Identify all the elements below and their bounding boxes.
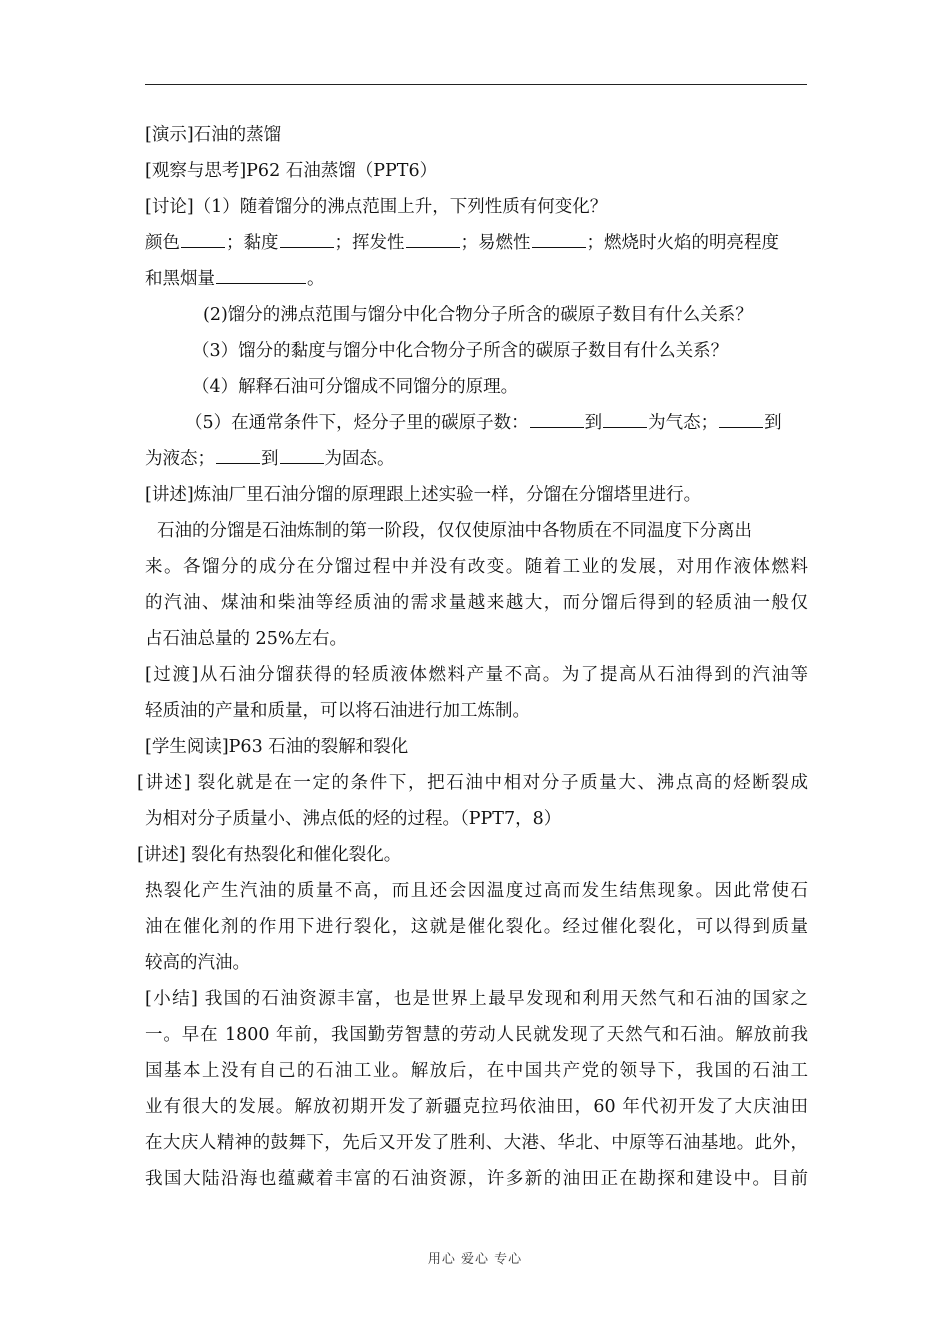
- blank-liquid-from: [719, 426, 763, 428]
- line-question-2: (2)馏分的沸点范围与馏分中化合物分子所含的碳原子数目有什么关系？: [203, 305, 753, 325]
- line-smoke: [145, 261, 808, 297]
- word-solid: 为固态。: [324, 449, 395, 469]
- line-summary-2: 一。早在 1800 年前，我国勤劳智慧的劳动人民就发现了天然气和石油。解放前我: [145, 1025, 808, 1045]
- line-demo: [演示]石油的蒸馏: [145, 125, 282, 145]
- line-summary-5: 在大庆人精神的鼓舞下，先后又开发了胜利、大港、华北、中原等石油基地。此外，: [145, 1133, 808, 1153]
- word-to: 到: [764, 413, 782, 433]
- blank-gas-to: [603, 426, 647, 428]
- word-liquid: 为液态；: [145, 449, 215, 469]
- label-flammability: ；易燃性: [460, 233, 531, 253]
- line-lecture-1: [讲述]炼油厂里石油分馏的原理跟上述实验一样，分馏在分馏塔里进行。: [145, 485, 702, 505]
- line-transition-1: [过渡]从石油分馏获得的轻质液体燃料产量不高。为了提高从石油得到的汽油等: [145, 665, 808, 685]
- line-question-4: （4）解释石油可分馏成不同馏分的原理。: [192, 377, 519, 397]
- label-volatility: ；挥发性: [334, 233, 405, 253]
- blank-solid-to: [280, 462, 324, 464]
- line-question-3: （3）馏分的黏度与馏分中化合物分子所含的碳原子数目有什么关系？: [192, 341, 729, 361]
- line-summary-1: [小结] 我国的石油资源丰富，也是世界上最早发现和利用天然气和石油的国家之: [145, 989, 808, 1009]
- line-thermal-2: 油在催化剂的作用下进行裂化，这就是催化裂化。经过催化裂化，可以得到质量: [145, 917, 808, 937]
- line-observe: [观察与思考]P62 石油蒸馏（PPT6）: [145, 161, 438, 181]
- word-to: 到: [584, 413, 603, 433]
- line-distillation-3: 的汽油、煤油和柴油等经质油的需求量越来越大，而分馏后得到的轻质油一般仅: [145, 593, 808, 613]
- line-distillation-4: 占石油总量的 25%左右。: [145, 629, 347, 649]
- line-thermal-1: 热裂化产生汽油的质量不高，而且还会因温度过高而发生结焦现象。因此常使石: [145, 881, 808, 901]
- label-smoke: 和黑烟量: [145, 269, 215, 289]
- label-color: 颜色: [145, 233, 180, 253]
- document-body: [137, 117, 808, 1197]
- line-distillation-1: 石油的分馏是石油炼制的第一阶段，仅仅使原油中各物质在不同温度下分离出: [157, 521, 752, 541]
- line-cracking-2: 为相对分子质量小、沸点低的烃的过程。（PPT7，8）: [145, 809, 562, 829]
- page-footer: 用心 爱心 专心: [427, 1252, 523, 1267]
- blank-flammability: [532, 246, 586, 248]
- line-transition-2: 轻质油的产量和质量，可以将石油进行加工炼制。: [145, 701, 530, 721]
- line-cracking-types: [讲述] 裂化有热裂化和催化裂化。: [137, 845, 402, 865]
- line-properties: [145, 225, 808, 261]
- blank-color: [181, 246, 225, 248]
- line-discussion-1: [讨论]（1）随着馏分的沸点范围上升，下列性质有何变化？: [145, 197, 608, 217]
- line-states: [145, 441, 808, 477]
- label-viscosity: ；黏度: [226, 233, 279, 253]
- word-to: 到: [261, 449, 279, 469]
- line-cracking-1: [讲述] 裂化就是在一定的条件下，把石油中相对分子质量大、沸点高的烃断裂成: [137, 773, 808, 793]
- q5-text: （5）在通常条件下，烃分子里的碳原子数：: [185, 413, 529, 433]
- blank-gas-from: [530, 426, 584, 428]
- line-summary-6: 我国大陆沿海也蕴藏着丰富的石油资源，许多新的油田正在勘探和建设中。目前: [145, 1169, 808, 1189]
- blank-smoke: [216, 282, 306, 284]
- line-student-reading: [学生阅读]P63 石油的裂解和裂化: [145, 737, 409, 757]
- label-flame: ；燃烧时火焰的明亮程度: [586, 233, 779, 253]
- line-summary-3: 国基本上没有自己的石油工业。解放后，在中国共产党的领导下，我国的石油工: [145, 1061, 808, 1081]
- blank-viscosity: [280, 246, 334, 248]
- word-gas: 为气态；: [648, 413, 719, 433]
- period: 。: [307, 269, 325, 289]
- line-summary-4: 业有很大的发展。解放初期开发了新疆克拉玛依油田，60 年代初开发了大庆油田: [145, 1097, 808, 1117]
- header-rule: [145, 84, 807, 85]
- blank-volatility: [406, 246, 460, 248]
- line-distillation-2: 来。各馏分的成分在分馏过程中并没有改变。随着工业的发展，对用作液体燃料: [145, 557, 808, 577]
- line-question-5: [145, 405, 808, 441]
- line-thermal-3: 较高的汽油。: [145, 953, 250, 973]
- blank-solid-from: [216, 462, 260, 464]
